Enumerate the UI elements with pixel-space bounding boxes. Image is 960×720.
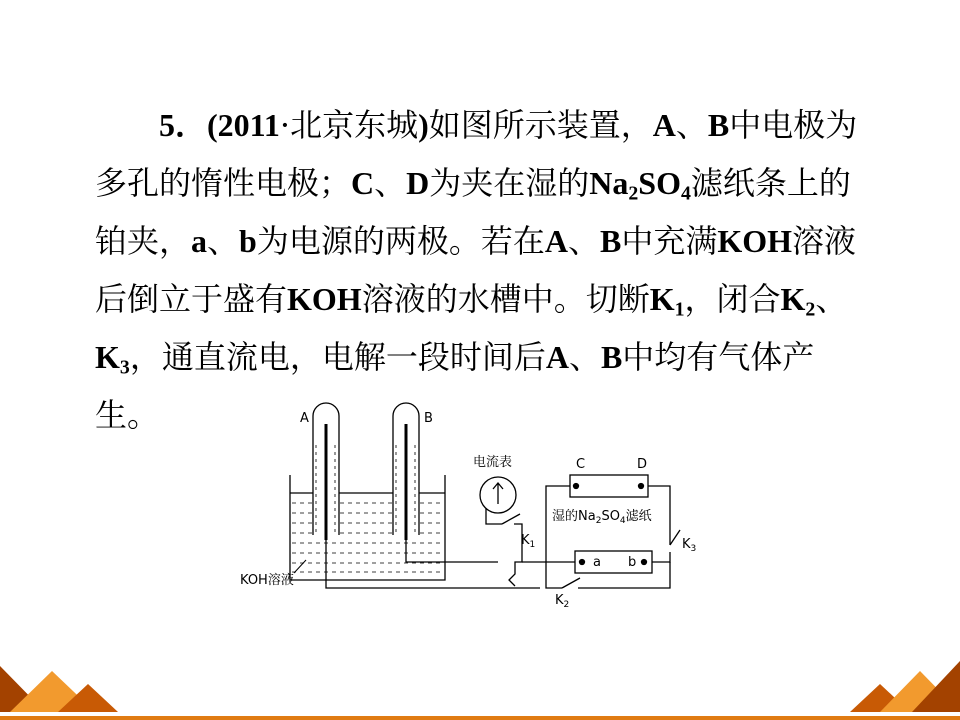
source-close: ) <box>418 107 429 143</box>
text-segment: 生。 <box>95 396 160 434</box>
switch-k1: K <box>649 281 675 317</box>
separator: 、 <box>568 338 601 376</box>
text-segment: ，闭合 <box>684 280 781 318</box>
problem-line-5 <box>95 328 855 386</box>
separator: 、 <box>374 164 407 202</box>
switch-k1-lever <box>502 514 520 524</box>
term-B: B <box>599 223 622 259</box>
text-segment: 多孔的惰性电极； <box>95 164 352 202</box>
text-segment: 溶液 <box>792 222 857 260</box>
pole-label-a: a <box>593 555 601 570</box>
switch-k2-lever <box>562 578 580 588</box>
term-D: D <box>406 165 430 201</box>
wire-C <box>546 486 570 588</box>
separator: 、 <box>675 106 708 144</box>
text-segment: ，通直流电，电解一段时间后 <box>129 338 546 376</box>
formula-na-sub: 2 <box>628 182 639 205</box>
formula-so: SO <box>638 165 681 201</box>
wire-B <box>406 540 498 562</box>
term-B: B <box>600 339 623 375</box>
text-segment: 中充满 <box>621 222 718 260</box>
source-dot: · <box>279 106 291 144</box>
problem-line-3 <box>95 212 855 270</box>
problem-number: 5． <box>159 107 208 143</box>
term-B: B <box>707 107 730 143</box>
paper-label: 湿的$Na_2SO_4$滤纸 <box>552 509 652 526</box>
formula-koh: KOH <box>717 223 792 259</box>
switch-k2: K <box>780 281 806 317</box>
text-segment: 滤纸条上的 <box>690 164 851 202</box>
text-segment: 后倒立于盛有 <box>95 280 288 318</box>
filter-paper <box>570 475 648 497</box>
term-C: C <box>351 165 375 201</box>
formula-koh: KOH <box>287 281 362 317</box>
switch-label-k1: $K_1$ <box>521 533 536 550</box>
corner-decoration-left <box>0 646 130 716</box>
switch-k3-sub: 3 <box>119 356 130 379</box>
corner-decoration-right <box>850 646 960 716</box>
formula-so-sub: 4 <box>680 182 691 205</box>
switch-k1-sub: 1 <box>674 298 685 321</box>
text-segment: 为夹在湿的 <box>429 164 590 202</box>
solution-label: KOH溶液 <box>240 573 294 588</box>
term-a: a <box>191 223 208 259</box>
problem-text <box>95 96 858 444</box>
source-place: 北京东城 <box>290 106 419 144</box>
separator: 、 <box>815 280 848 318</box>
separator: 、 <box>567 222 600 260</box>
bottom-bar <box>0 716 960 720</box>
text-segment: 中电极为 <box>729 106 858 144</box>
switch-k3-lever <box>670 530 680 545</box>
separator: 、 <box>207 222 240 260</box>
problem-line-1 <box>95 96 858 154</box>
tube-label-B: B <box>424 411 433 426</box>
switch-label-k3: $K_3$ <box>682 537 697 554</box>
source-open: (2011 <box>207 107 280 143</box>
term-b: b <box>239 223 257 259</box>
text-segment: 溶液的水槽中。切断 <box>361 280 650 318</box>
term-A: A <box>545 339 569 375</box>
clip-label-C: C <box>576 457 586 472</box>
text-segment: 铂夹， <box>95 222 192 260</box>
wire-A <box>326 540 540 588</box>
formula-na: Na <box>589 165 629 201</box>
term-A: A <box>544 223 568 259</box>
pole-label-b: b <box>628 555 637 570</box>
problem-line-4 <box>95 270 855 328</box>
text-segment: 如图所示装置， <box>428 106 653 144</box>
switch-k2-sub: 2 <box>805 298 816 321</box>
apparatus-diagram <box>230 400 700 620</box>
text-segment: 中均有气体产 <box>622 338 815 376</box>
term-A: A <box>652 107 676 143</box>
problem-line-2 <box>95 154 855 212</box>
switch-k3: K <box>95 339 120 375</box>
clip-label-D: D <box>637 457 648 472</box>
switch-label-k2: $K_2$ <box>555 593 570 610</box>
power-supply <box>575 551 652 573</box>
tube-label-A: A <box>300 411 309 426</box>
ammeter-label: 电流表 <box>473 455 513 470</box>
text-segment: 为电源的两极。若在 <box>256 222 545 260</box>
